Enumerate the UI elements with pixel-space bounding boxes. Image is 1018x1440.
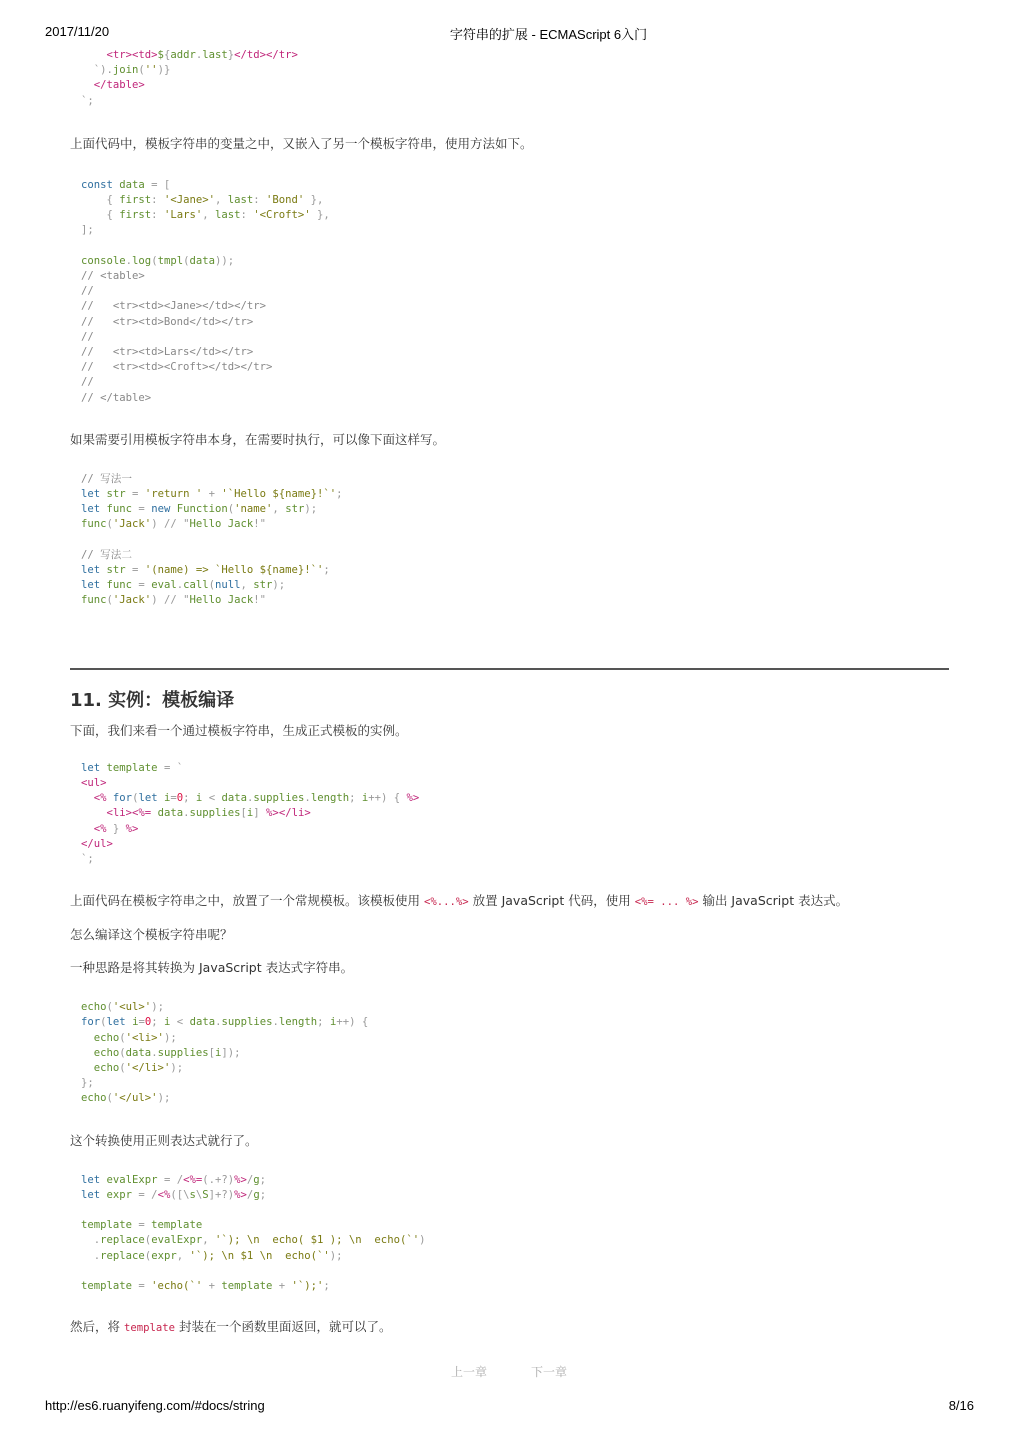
page-number: 8/16 <box>948 1398 974 1413</box>
paragraph-wrap-function: 然后，将 template 封装在一个函数里面返回，就可以了。 <box>70 1319 392 1335</box>
paragraph-regex: 这个转换使用正则表达式就行了。 <box>70 1132 258 1148</box>
paragraph-convert-idea: 一种思路是将其转换为 JavaScript 表达式字符串。 <box>70 960 354 976</box>
prev-chapter-link[interactable]: 上一章 <box>451 1365 488 1379</box>
paragraph-compile-question: 怎么编译这个模板字符串呢？ <box>70 927 233 943</box>
paragraph-regular-template: 上面代码在模板字符串之中，放置了一个常规模板。该模板使用 <%...%> 放置 JavaScript 代码，使用 <%= ... %> 输出 JavaScript 表达式。 <box>70 893 849 909</box>
paragraph-reference-template: 如果需要引用模板字符串本身，在需要时执行，可以像下面这样写。 <box>70 431 446 447</box>
inline-code: <%...%> <box>423 896 469 909</box>
print-date: 2017/11/20 <box>45 24 110 39</box>
paragraph-template-example: 下面，我们来看一个通过模板字符串，生成正式模板的实例。 <box>70 722 408 738</box>
code-block-4: let template = ` <ul> <% for(let i=0; i < data.supplies.length; i++) { %> <li><%= data.supplies[i] %></li> <% } %> </ul> `; <box>81 761 420 865</box>
next-chapter-link[interactable]: 下一章 <box>531 1365 568 1379</box>
code-block-2: const data = [ { first: '<Jane>', last: 'Bond' }, { first: 'Lars', last: '<Croft>' }, ]; console.log(tmpl(data)); // <table> // // <tr><td><Jane></td></tr> // <tr><td>Bond</td></tr> // // <tr><td>Lars</td></tr> // <tr><td><Croft></td></tr> // // </table> <box>81 178 330 404</box>
code-block-6: let evalExpr = /<%=(.+?)%>/g; let expr = /<%([\s\S]+?)%>/g; template = template .replace(evalExpr, '`); \n echo( $1 ); \n echo(`') .replace(expr, '`); \n $1 \n echo(`'); template = 'echo(`' + template + '`);'; <box>81 1173 426 1292</box>
code-block-1: <tr><td>${addr.last}</td></tr> `).join('')} </table> `; <box>81 49 298 107</box>
section-heading: 11. 实例：模板编译 <box>70 689 235 711</box>
paragraph-nested-template: 上面代码中，模板字符串的变量之中，又嵌入了另一个模板字符串，使用方法如下。 <box>70 135 533 151</box>
code-block-5: echo('<ul>'); for(let i=0; i < data.supplies.length; i++) { echo('<li>'); echo(data.supplies[i]); echo('</li>'); }; echo('</ul>'); <box>81 1001 369 1105</box>
inline-code: template <box>123 1322 176 1335</box>
page-title: 字符串的扩展 - ECMAScript 6入门 <box>449 27 648 42</box>
article-content <box>70 48 950 1337</box>
page-url: http://es6.ruanyifeng.com/#docs/string <box>45 1398 265 1413</box>
code-block-3: // 写法一 let str = 'return ' + '`Hello ${name}!`'; let func = new Function('name', str); func('Jack') // "Hello Jack!" // 写法二 let str = '(name) => `Hello ${name}!`'; let func = eval.call(null, str); func('Jack') // "Hello Jack!" <box>81 472 343 607</box>
inline-code: <%= ... %> <box>634 896 699 909</box>
